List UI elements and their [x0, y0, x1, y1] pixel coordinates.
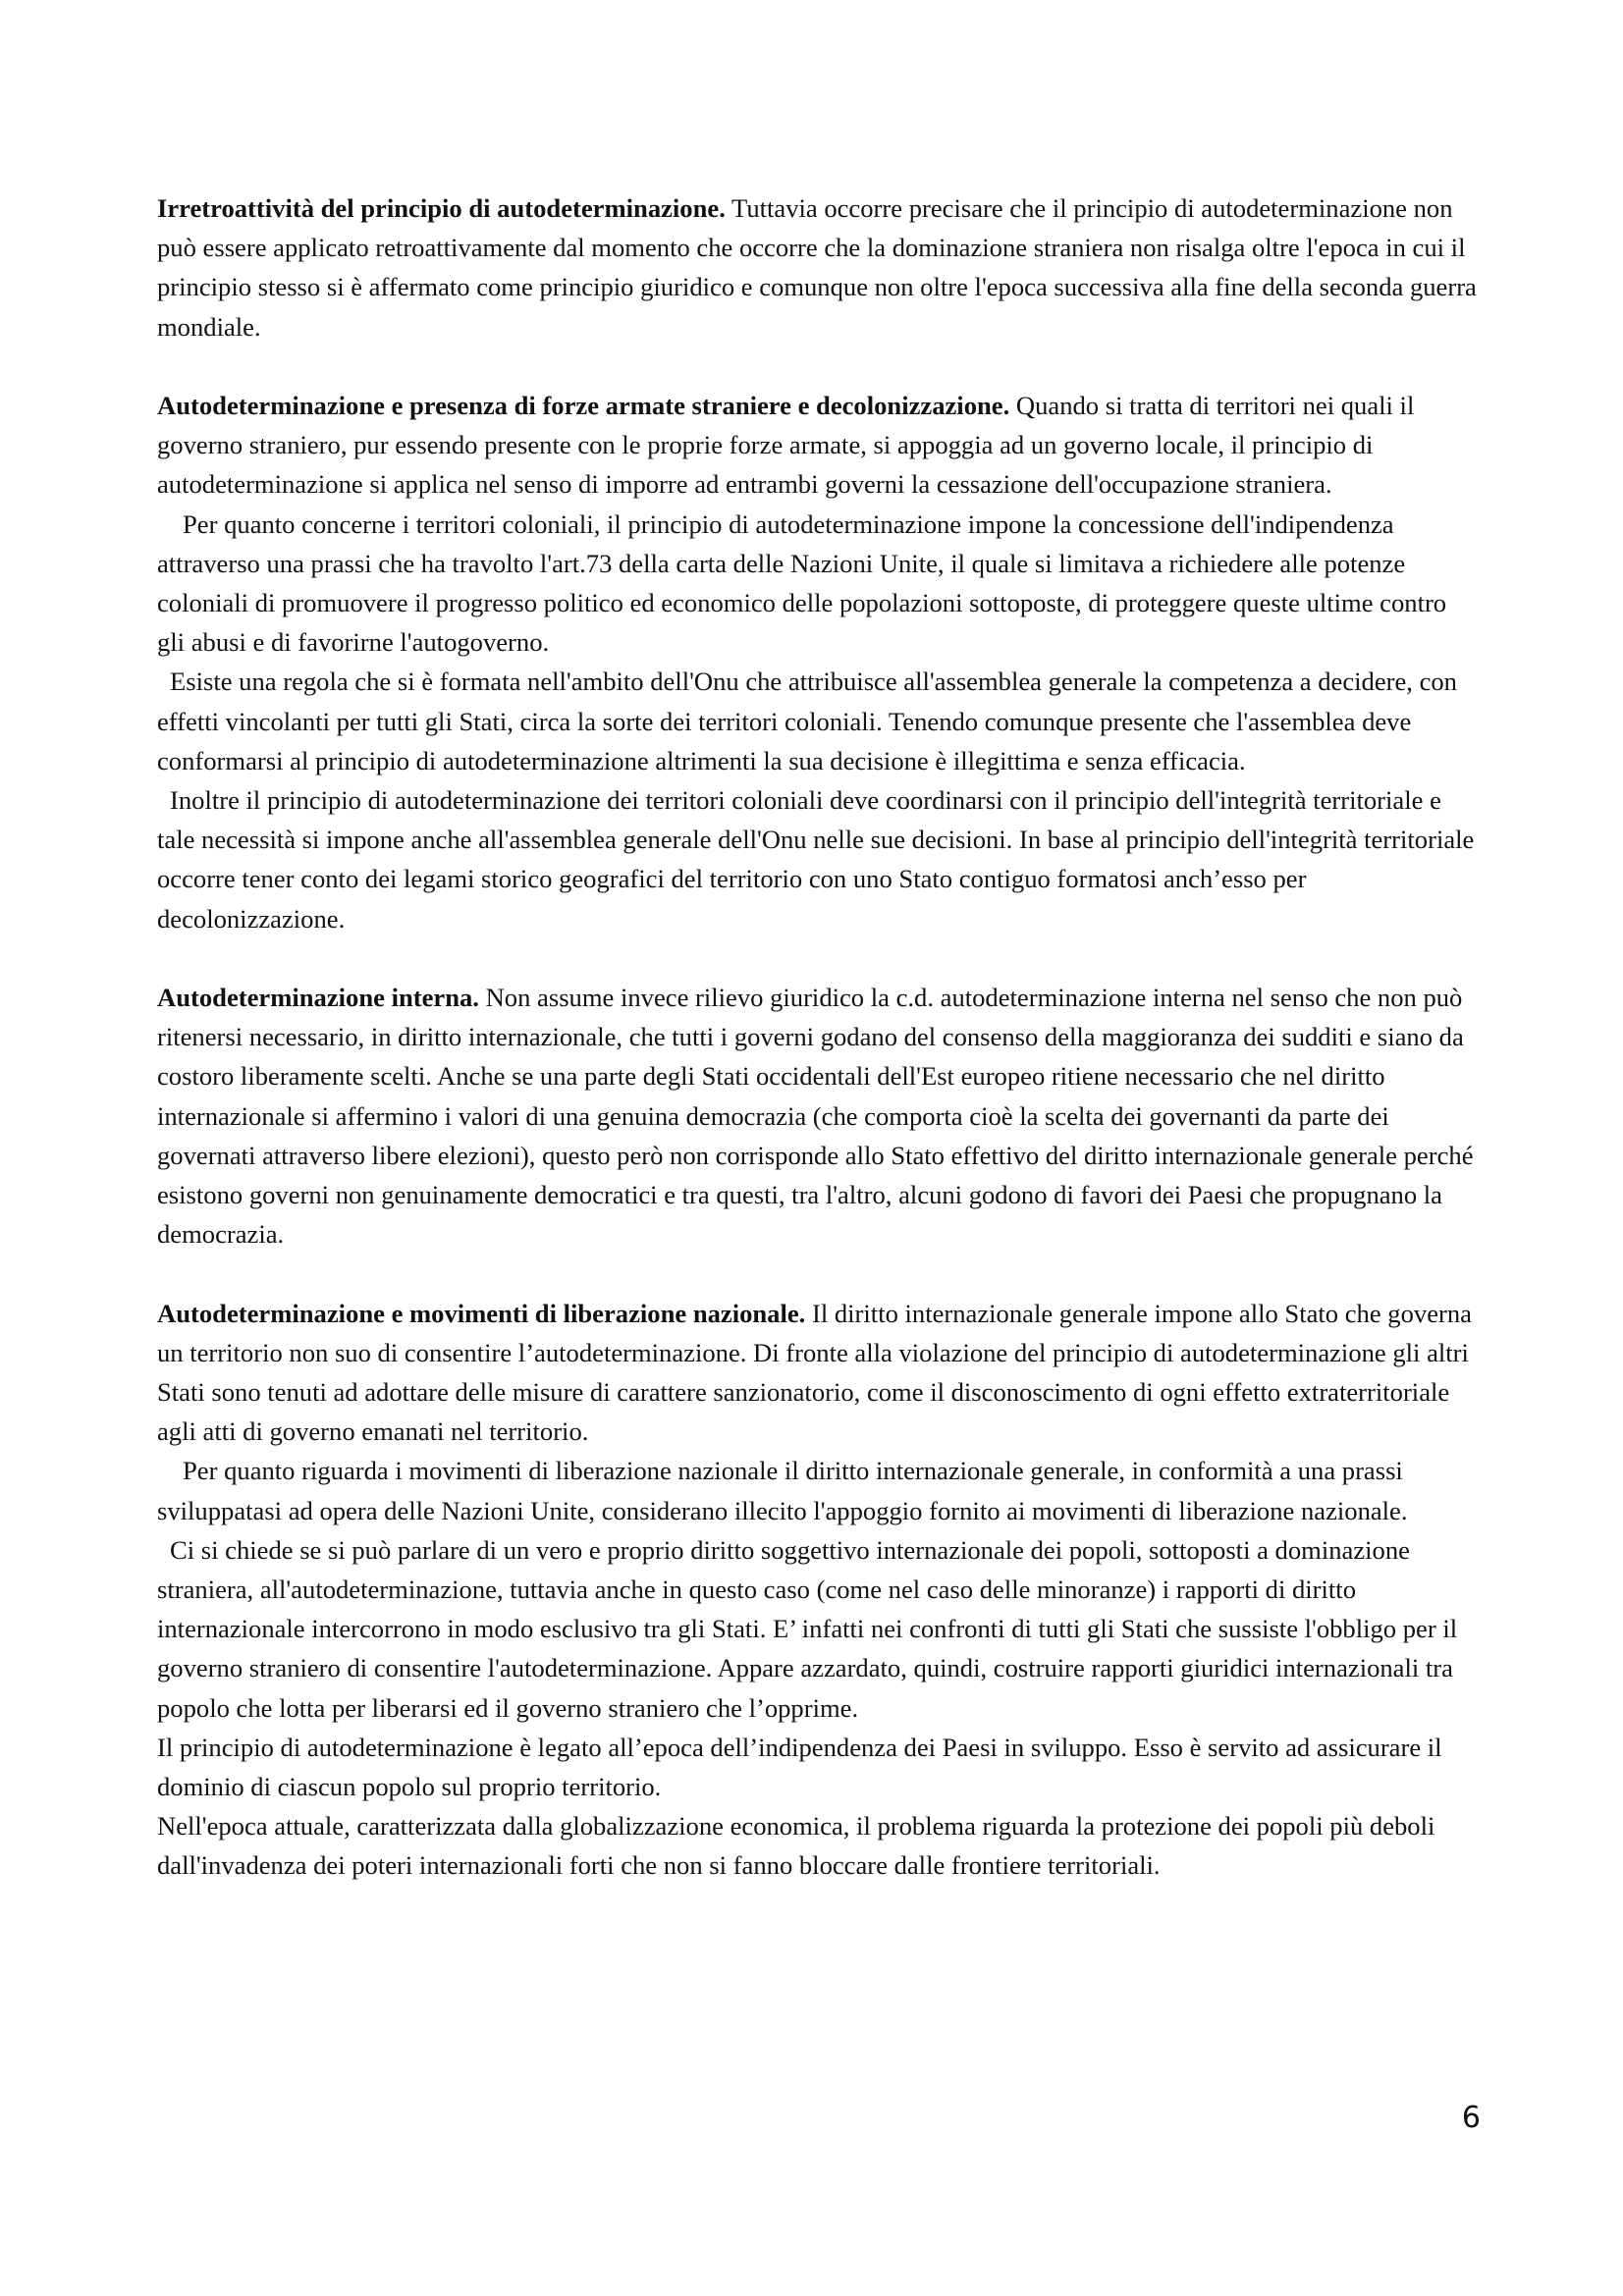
paragraph-text: Quando si tratta di territori nei quali il governo straniero, pur essendo presente con le proprie forze armate, si appoggia ad un governo locale, il principio di autodeterminazione si applica nel senso di imporre ad entrambi governi la cessazione dell'occupazione straniera. — [157, 391, 1415, 500]
document-body — [157, 188, 1478, 1886]
paragraph — [157, 978, 1478, 1254]
paragraph: Inoltre il principio di autodeterminazione dei territori coloniali deve coordinarsi con il principio dell'integrità territoriale e tale necessità si impone anche all'assemblea generale dell'Onu nelle sue decisioni. In base al principio dell'integrità territoriale occorre tener conto dei legami storico geografici del territorio con uno Stato contiguo formatosi anch’esso per decolonizzazione. — [157, 785, 1475, 934]
paragraph: Per quanto riguarda i movimenti di liberazione nazionale il diritto internazionale generale, in conformità a una prassi sviluppatasi ad opera delle Nazioni Unite, considerano illecito l'appoggio fornito ai movimenti di liberazione nazionale. — [157, 1456, 1408, 1525]
section-heading: Autodeterminazione interna. — [157, 983, 479, 1013]
section-autodeterminazione-interna — [157, 978, 1478, 1254]
section-irretroattivita — [157, 188, 1478, 347]
section-movimenti-liberazione — [157, 1294, 1478, 1886]
paragraph: Esiste una regola che si è formata nell'ambito dell'Onu che attribuisce all'assemblea generale la competenza a decidere, con effetti vincolanti per tutti gli Stati, circa la sorte dei territori coloniali. Tenendo comunque presente che l'assemblea deve conformarsi al principio di autodeterminazione altrimenti la sua decisione è illegittima e senza efficacia. — [157, 667, 1457, 775]
paragraph-text: Tuttavia occorre precisare che il principio di autodeterminazione non può essere applicato retroattivamente dal momento che occorre che la dominazione straniera non risalga oltre l'epoca in cui il principio stesso si è affermato come principio giuridico e comunque non oltre l'epoca successiva alla fine della seconda guerra mondiale. — [157, 193, 1477, 342]
paragraph: Nell'epoca attuale, caratterizzata dalla globalizzazione economica, il problema riguarda la protezione dei popoli più deboli dall'invadenza dei poteri internazionali forti che non si fanno bloccare dalle frontiere territoriali. — [157, 1811, 1435, 1881]
section-forze-armate-decolonizzazione — [157, 386, 1478, 938]
section-heading: Autodeterminazione e presenza di forze armate straniere e decolonizzazione. — [157, 391, 1010, 420]
paragraph: Il principio di autodeterminazione è legato all’epoca dell’indipendenza dei Paesi in sviluppo. Esso è servito ad assicurare il dominio di ciascun popolo sul proprio territorio. — [157, 1732, 1442, 1802]
paragraph — [157, 386, 1478, 505]
page-number: 6 — [1461, 2101, 1481, 2135]
paragraph-text: Il diritto internazionale generale impone allo Stato che governa un territorio non suo di consentire l’autodeterminazione. Di fronte alla violazione del principio di autodeterminazione gli altri Stati sono tenuti ad adottare delle misure di carattere sanzionatorio, come il disconoscimento di ogni effetto extraterritoriale agli atti di governo emanati nel territorio. — [157, 1298, 1472, 1447]
section-heading: Irretroattività del principio di autodeterminazione. — [157, 193, 726, 223]
paragraph — [157, 1294, 1478, 1452]
paragraph-text: Non assume invece rilievo giuridico la c.d. autodeterminazione interna nel senso che non può ritenersi necessario, in diritto internazionale, che tutti i governi godano del consenso della maggioranza dei sudditi e siano da costoro liberamente scelti. Anche se una parte degli Stati occidentali dell'Est europeo ritiene necessario che nel diritto internazionale si affermino i valori di una genuina democrazia (che comporta cioè la scelta dei governanti da parte dei governati attraverso libere elezioni), questo però non corrisponde allo Stato effettivo del diritto internazionale generale perché esistono governi non genuinamente democratici e tra questi, tra l'altro, alcuni godono di favori dei Paesi che propugnano la democrazia. — [157, 983, 1474, 1250]
paragraph — [157, 188, 1478, 347]
paragraph: Per quanto concerne i territori coloniali, il principio di autodeterminazione impone la concessione dell'indipendenza attraverso una prassi che ha travolto l'art.73 della carta delle Nazioni Unite, il quale si limitava a richiedere alle potenze coloniali di promuovere il progresso politico ed economico delle popolazioni sottoposte, di proteggere queste ultime contro gli abusi e di favorirne l'autogoverno. — [157, 508, 1447, 658]
section-heading: Autodeterminazione e movimenti di liberazione nazionale. — [157, 1298, 806, 1328]
paragraph: Ci si chiede se si può parlare di un vero e proprio diritto soggettivo internazionale dei popoli, sottoposti a dominazione straniera, all'autodeterminazione, tuttavia anche in questo caso (come nel caso delle minoranze) i rapporti di diritto internazionale intercorrono in modo esclusivo tra gli Stati. E’ infatti nei confronti di tutti gli Stati che sussiste l'obbligo per il governo straniero di consentire l'autodeterminazione. Appare azzardato, quindi, costruire rapporti giuridici internazionali tra popolo che lotta per liberarsi ed il governo straniero che l’opprime. — [157, 1534, 1458, 1723]
